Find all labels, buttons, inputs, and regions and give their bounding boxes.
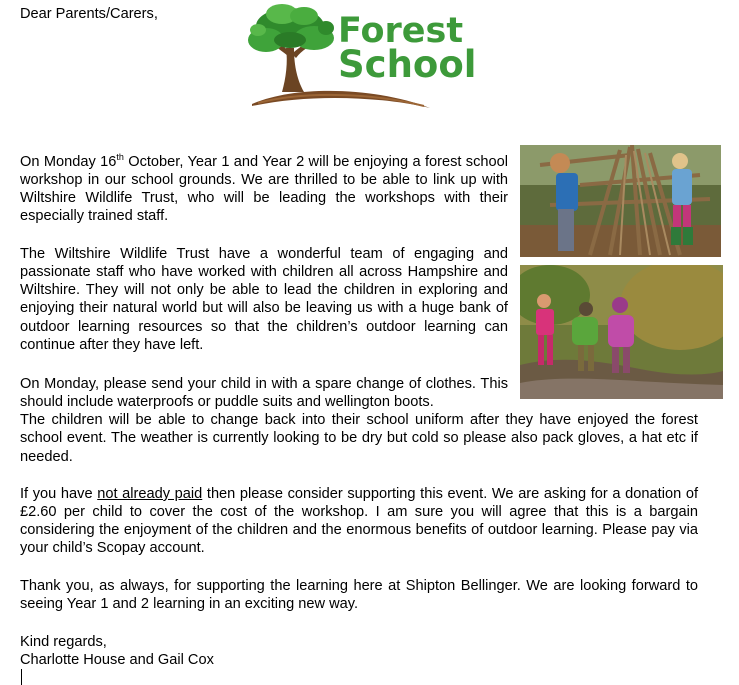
closing [20, 633, 214, 685]
paragraph-thank-you: Thank you, as always, for supporting the learning here at Shipton Bellinger. We are looking forward to seeing Year 1 and 2 learning in an exciting new way. [20, 578, 698, 613]
not-already-paid-emphasis: not already paid [97, 486, 203, 502]
paragraph-clothing [20, 375, 698, 466]
paragraph-payment-text-end: then please consider supporting this event. We are asking for a donation of £2.60 per child to cover the cost of the workshop. I am sure you will agree that this is a bargain considering the enjoyment of the children and the enormous benefits of outdoor learning. Please pay via your child’s Scopay account. [20, 486, 698, 557]
logo-word-forest: Forest [338, 11, 464, 51]
forest-school-logo [238, 0, 478, 112]
paragraph-clothing-text-end: The children will be able to change back into their school uniform after they have enjoyed the forest school event. The weather is currently looking to be dry but cold so please also pack gloves, a hat etc if needed. [20, 412, 698, 465]
logo-word-school: School [338, 43, 477, 86]
ordinal-suffix: th [116, 152, 124, 162]
paragraph-wildlife-trust: The Wiltshire Wildlife Trust have a wonderful team of engaging and passionate staff who have worked with children all across Hampshire and Wiltshire. They will not only be able to lead the children in exploring and enjoying their natural world but will also be leaving us with a huge bank of outdoor learning resources so that the children’s outdoor learning can continue after they have left. [20, 246, 508, 353]
signatories-line[interactable] [20, 651, 214, 685]
paragraph-workshop-intro [20, 153, 508, 226]
signatories: Charlotte House and Gail Cox [20, 652, 214, 668]
paragraph-workshop-intro-text-start: On Monday 16 [20, 154, 117, 170]
paragraph-payment-text-start: If you have [20, 486, 98, 502]
paragraph-payment [20, 485, 698, 558]
greeting: Dear Parents/Carers, [20, 6, 158, 22]
signoff: Kind regards, [20, 634, 107, 650]
paragraph-clothing-text-start: On Monday, please send your child in with a spare change of clothes. This should include waterproofs or puddle suits and wellington boots. [20, 376, 508, 411]
paragraph-workshop-intro-text-end: October, Year 1 and Year 2 will be enjoying a forest school workshop in our school grounds. We are thrilled to be able to link up with Wiltshire Wildlife Trust, who will be leading the workshops with their especially trained staff. [20, 154, 508, 225]
children-den-building-photo [520, 145, 721, 257]
